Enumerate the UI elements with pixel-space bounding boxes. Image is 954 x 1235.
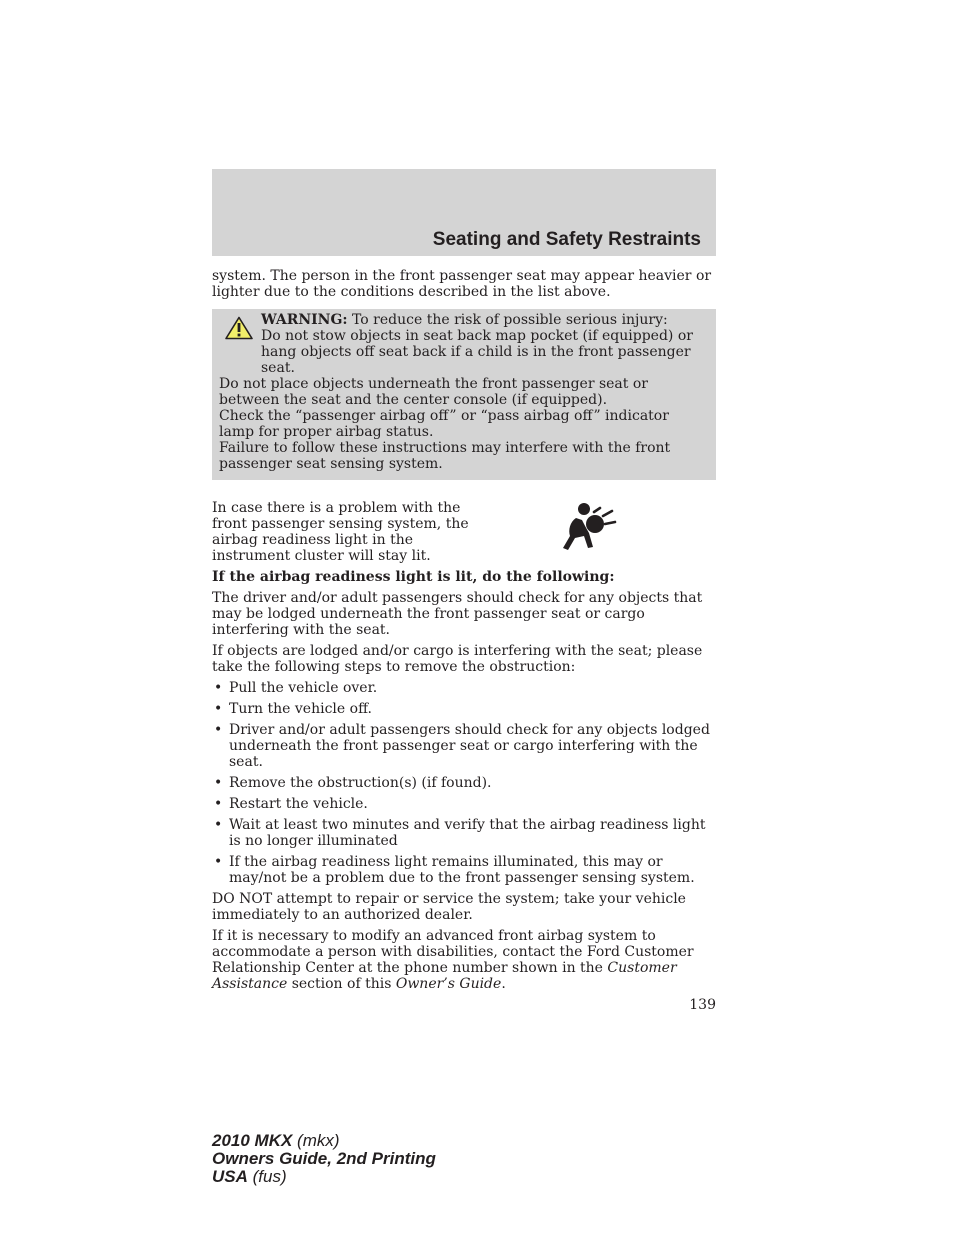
paragraph-4-mid: section of this — [287, 976, 396, 992]
paragraph-4 — [212, 928, 716, 992]
section-header — [212, 169, 716, 256]
list-item: • Wait at least two minutes and verify that the airbag readiness light is no longer illuminated — [212, 817, 716, 849]
warning-line-3: Check the “passenger airbag off” or “pass airbag off” indicator lamp for proper airbag status. — [219, 408, 669, 440]
list-item: • If the airbag readiness light remains illuminated, this may or may/not be a problem due to the front passenger sensing system. — [212, 854, 716, 886]
list-item: • Turn the vehicle off. — [212, 701, 716, 717]
list-item: • Restart the vehicle. — [212, 796, 716, 812]
list-item: • Pull the vehicle over. — [212, 680, 716, 696]
footer-line-1 — [212, 1132, 436, 1150]
warning-line-1: Do not stow objects in seat back map pocket (if equipped) or hang objects off seat back if a child is in the front passenger seat. — [261, 328, 693, 376]
reference-owners-guide: Owner’s Guide — [395, 976, 502, 992]
warning-label: WARNING: — [261, 312, 348, 328]
footer-model: 2010 MKX — [212, 1131, 293, 1150]
paragraph-3: DO NOT attempt to repair or service the system; take your vehicle immediately to an authorized dealer. — [212, 891, 686, 923]
section-title: Seating and Safety Restraints — [432, 229, 701, 250]
intro-paragraph: In case there is a problem with the front passenger sensing system, the airbag readiness light in the instrument cluster will stay lit. — [212, 500, 469, 564]
paragraph-2: If objects are lodged and/or cargo is interfering with the seat; please take the following steps to remove the obstruction: — [212, 643, 703, 675]
warning-box — [212, 309, 716, 480]
footer-market: USA — [212, 1167, 248, 1186]
footer-line-2 — [212, 1150, 436, 1168]
list-item: • Remove the obstruction(s) (if found). — [212, 775, 716, 791]
paragraph-1: The driver and/or adult passengers should check for any objects that may be lodged underneath the front passenger seat or cargo interfering with the seat. — [212, 590, 703, 638]
warning-line-2: Do not place objects underneath the front passenger seat or between the seat and the center console (if equipped). — [219, 376, 648, 408]
footer-line-3 — [212, 1168, 436, 1186]
page-content — [212, 268, 716, 1013]
footer-market-code: (fus) — [247, 1167, 287, 1186]
reference-customer-assistance: Customer Assistance — [212, 960, 677, 992]
warning-lead: To reduce the risk of possible serious injury: — [352, 312, 668, 328]
airbag-readiness-icon — [560, 500, 620, 552]
list-item: • Driver and/or adult passengers should check for any objects lodged underneath the front passenger seat or cargo interfering with the seat. — [212, 722, 716, 770]
steps-list — [212, 680, 716, 886]
paragraph-4-text: If it is necessary to modify an advanced front airbag system to accommodate a person with disabilities, contact the Ford Customer Relationship Center at the phone number shown in the — [212, 928, 694, 976]
warning-line-4: Failure to follow these instructions may interfere with the front passenger seat sensing system. — [219, 440, 671, 472]
footer-edition: Owners Guide, 2nd Printing — [212, 1149, 436, 1168]
warning-lead-line — [219, 312, 708, 376]
document-footer — [212, 1132, 436, 1186]
subheading: If the airbag readiness light is lit, do the following: — [212, 569, 615, 585]
continued-paragraph: system. The person in the front passenger seat may appear heavier or lighter due to the conditions described in the list above. — [212, 268, 712, 300]
warning-triangle-icon — [225, 316, 253, 344]
page-number: 139 — [689, 997, 716, 1013]
footer-model-code: (mkx) — [292, 1131, 340, 1150]
intro-row — [212, 500, 716, 569]
paragraph-4-end: . — [501, 976, 506, 992]
